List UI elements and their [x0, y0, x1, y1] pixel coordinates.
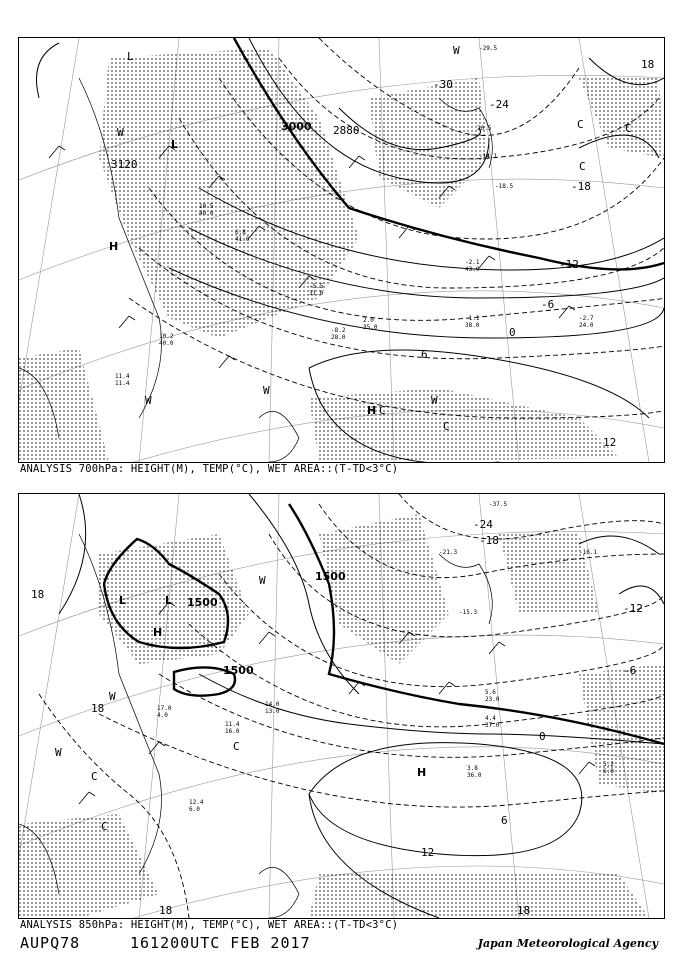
isotherm-label-m12: -12 [559, 258, 579, 271]
cold-marker-2: C [101, 820, 108, 833]
warm-marker-2: W [431, 394, 438, 407]
station-obs: -16.1 [579, 549, 598, 556]
station-obs: -18.5 [495, 183, 514, 190]
isotherm-label-m18: -18 [571, 180, 591, 193]
cold-marker: C [379, 404, 386, 417]
weather-map-850hpa [19, 494, 664, 918]
station-obs: 5.6 23.0 [485, 689, 500, 703]
station-obs: 10.2 40.0 [159, 333, 174, 347]
cold-marker-5: C [577, 118, 584, 131]
isotherm-label-m24: -24 [489, 98, 509, 111]
cold-marker-3: C [579, 160, 586, 173]
station-obs: 4.4 37.0 [485, 715, 500, 729]
isotherm-label-18: 18 [159, 904, 173, 917]
station-obs: 14.0 13.0 [265, 701, 280, 715]
station-obs: 2.0 35.0 [363, 317, 378, 331]
isotherm-label-m24: -24 [473, 518, 493, 531]
warm-marker: W [109, 690, 116, 703]
warm-marker: W [117, 126, 124, 139]
isotherm-label-m12: -12 [623, 602, 643, 615]
map-panel-700hpa [18, 37, 665, 463]
high-center: H [153, 626, 163, 639]
cold-marker-4: C [625, 122, 632, 135]
warm-marker-2: W [55, 746, 62, 759]
weather-map-700hpa [19, 38, 664, 462]
isotherm-label-m6: -6 [623, 664, 637, 677]
height-label-1500: 1500 [223, 664, 254, 677]
agency-name: Japan Meteorological Agency [477, 937, 658, 950]
warm-marker-4: W [145, 394, 152, 407]
station-obs: -14.1 [479, 153, 498, 160]
warm-marker-3: W [263, 384, 270, 397]
high-center-2: H [417, 766, 427, 779]
station-obs: 11.4 16.0 [225, 721, 240, 735]
station-obs: -15.3 [459, 609, 478, 616]
low-center-2: L [127, 50, 134, 63]
station-obs: -2.1 43.0 [465, 259, 480, 273]
height-label-1500: 1500 [187, 596, 218, 609]
height-label-2880: 2880 [333, 124, 360, 137]
station-obs: -8.2 28.0 [331, 327, 346, 341]
station-obs: -5.5 31.0 [309, 283, 324, 297]
caption-700hpa: ANALYSIS 700hPa: HEIGHT(M), TEMP(°C), WET AREA::(T-TD<3°C) [20, 463, 399, 475]
cold-marker: C [91, 770, 98, 783]
station-obs: 20.5 [477, 125, 492, 132]
station-obs: 12.4 6.0 [189, 799, 204, 813]
isotherm-label-0: 0 [539, 730, 546, 743]
product-code: AUPQ78 [20, 934, 81, 952]
isotherm-label-m6: -6 [541, 298, 555, 311]
isotherm-label-18: 18 [641, 58, 655, 71]
warm-marker-3: W [259, 574, 266, 587]
isotherm-label-6: 6 [421, 348, 428, 361]
isotherm-label-m30: -30 [433, 78, 453, 91]
station-obs: -2.7 24.0 [579, 315, 594, 329]
isotherm-label-12: 12 [603, 436, 617, 449]
height-label-3120: 3120 [111, 158, 138, 171]
station-obs: 3.8 36.0 [467, 765, 482, 779]
caption-850hpa: ANALYSIS 850hPa: HEIGHT(M), TEMP(°C), WET AREA::(T-TD<3°C) [20, 919, 399, 931]
isotherm-label-6: 6 [501, 814, 508, 827]
low-center: L [119, 594, 127, 607]
height-label-1500: 1500 [315, 570, 346, 583]
low-center-2: L [165, 594, 173, 607]
valid-time: 161200UTC FEB 2017 [130, 934, 311, 952]
station-obs: 17.0 4.0 [157, 705, 172, 719]
station-obs: 6.8 41.0 [235, 229, 250, 243]
low-center: L [171, 138, 179, 151]
warm-marker-5: W [453, 44, 460, 57]
isotherm-label-18: 18 [91, 702, 105, 715]
isotherm-label-18: 18 [517, 904, 531, 917]
station-obs: -1.1 38.0 [465, 315, 480, 329]
station-obs: -37.5 [489, 501, 508, 508]
isotherm-label-m18: -18 [479, 534, 499, 547]
station-obs: -29.5 [479, 45, 498, 52]
isotherm-label-0: 0 [509, 326, 516, 339]
station-obs: 11.4 11.4 [115, 373, 130, 387]
isotherm-label-18: 18 [31, 588, 45, 601]
map-panel-850hpa [18, 493, 665, 919]
station-obs: 10.5 40.0 [199, 203, 214, 217]
station-obs: -21.3 [439, 549, 458, 556]
cold-marker-2: C [443, 420, 450, 433]
height-label-3000: 3000 [281, 120, 312, 133]
station-obs: 5.2 6.0 [603, 761, 614, 775]
high-center: H [109, 240, 119, 253]
high-center-2: H [367, 404, 377, 417]
isotherm-label-12: 12 [421, 846, 435, 859]
cold-marker-3: C [233, 740, 240, 753]
